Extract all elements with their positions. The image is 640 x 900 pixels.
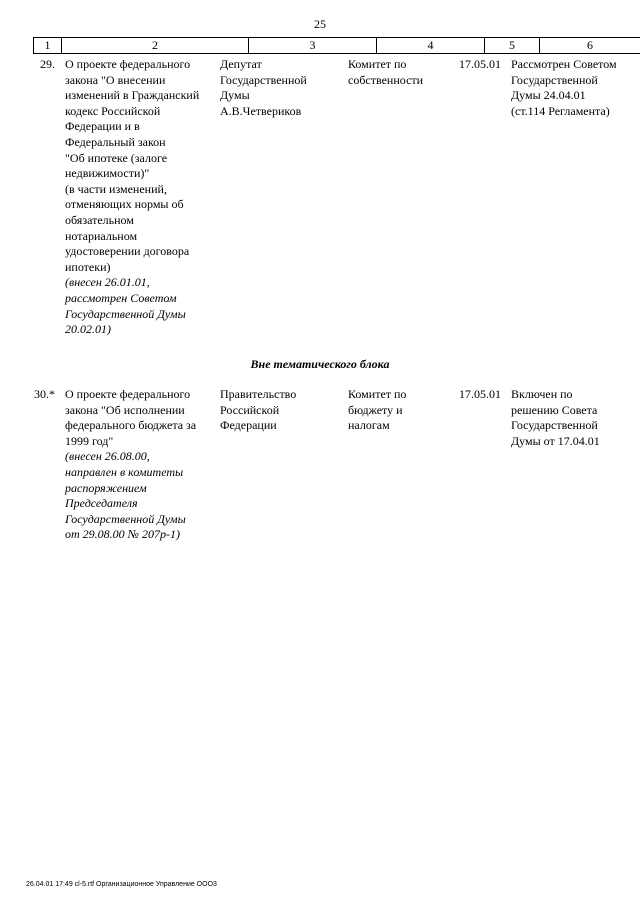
text-line: (внесен 26.08.00, xyxy=(65,449,150,464)
header-cell-6: 6 xyxy=(540,38,640,53)
text-line: от 29.08.00 № 207р-1) xyxy=(65,527,180,542)
text-line: направлен в комитеты xyxy=(65,464,184,479)
text-line: (ст.114 Регламента) xyxy=(511,103,610,118)
text-line: федерального бюджета за xyxy=(65,418,197,433)
status xyxy=(511,57,631,119)
text-line: рассмотрен Советом xyxy=(65,290,177,305)
initiator xyxy=(220,387,342,434)
text-line: Государственной Думы xyxy=(65,511,186,526)
text-line: недвижимости)" xyxy=(65,166,150,181)
text-line: Федерации xyxy=(220,418,277,433)
committee xyxy=(348,387,450,434)
initiator xyxy=(220,57,342,119)
text-line: обязательном xyxy=(65,212,134,227)
text-line: Председателя xyxy=(65,496,138,511)
text-line: Государственной Думы xyxy=(65,306,186,321)
text-line: Думы от 17.04.01 xyxy=(511,433,600,448)
date: 17.05.01 xyxy=(459,57,501,71)
text-line: Государственной xyxy=(511,418,598,433)
bill-title-text xyxy=(65,57,217,275)
header-cell-3: 3 xyxy=(249,38,377,53)
row-number: 29. xyxy=(40,57,55,71)
header-cell-5: 5 xyxy=(485,38,540,53)
text-line: Депутат xyxy=(220,57,262,71)
text-line: "Об ипотеке (залоге xyxy=(65,150,168,165)
bill-title-text xyxy=(65,387,217,449)
text-line: Комитет по xyxy=(348,387,407,401)
text-line: А.В.Четвериков xyxy=(220,103,302,118)
text-line: отменяющих нормы об xyxy=(65,197,184,212)
text-line: 20.02.01) xyxy=(65,322,111,337)
text-line: Федеральный закон xyxy=(65,134,166,149)
section-title: Вне тематического блока xyxy=(250,357,390,371)
table-header xyxy=(33,37,640,54)
text-line: (внесен 26.01.01, xyxy=(65,275,150,290)
text-line: нотариальном xyxy=(65,228,138,243)
text-line: Включен по xyxy=(511,387,573,401)
header-cell-4: 4 xyxy=(377,38,485,53)
bill-note xyxy=(65,275,217,337)
bill-title xyxy=(65,57,217,338)
text-line: О проекте федерального xyxy=(65,387,191,401)
page-number: 25 xyxy=(314,17,326,31)
text-line: удостоверении договора xyxy=(65,244,190,259)
bill-title xyxy=(65,387,217,543)
text-line: Федерации и в xyxy=(65,119,140,134)
text-line: Государственной xyxy=(511,72,598,87)
row-number: 30.* xyxy=(34,387,55,401)
text-line: собственности xyxy=(348,72,424,87)
text-line: решению Совета xyxy=(511,402,598,417)
text-line: Российской xyxy=(220,402,280,417)
text-line: кодекс Российской xyxy=(65,103,161,118)
text-line: Правительство xyxy=(220,387,297,401)
text-line: 1999 год" xyxy=(65,433,114,448)
text-line: ипотеки) xyxy=(65,259,111,274)
text-line: закона "Об исполнении xyxy=(65,402,185,417)
text-line: Государственной xyxy=(220,72,307,87)
date: 17.05.01 xyxy=(459,387,501,401)
text-line: закона "О внесении xyxy=(65,72,166,87)
text-line: Рассмотрен Советом xyxy=(511,57,617,71)
text-line: Думы xyxy=(220,88,250,103)
text-line: Думы 24.04.01 xyxy=(511,88,586,103)
header-cell-1: 1 xyxy=(34,38,62,53)
text-line: О проекте федерального xyxy=(65,57,191,71)
text-line: налогам xyxy=(348,418,390,433)
text-line: Комитет по xyxy=(348,57,407,71)
text-line: изменений в Гражданский xyxy=(65,88,200,103)
committee xyxy=(348,57,450,88)
bill-note xyxy=(65,449,217,543)
header-cell-2: 2 xyxy=(62,38,249,53)
footer: 26.04.01 17:49 cl-5.rtf Организационное Управление ООО3 xyxy=(26,881,217,888)
text-line: (в части изменений, xyxy=(65,181,167,196)
status xyxy=(511,387,631,449)
text-line: распоряжением xyxy=(65,480,147,495)
text-line: бюджету и xyxy=(348,402,403,417)
